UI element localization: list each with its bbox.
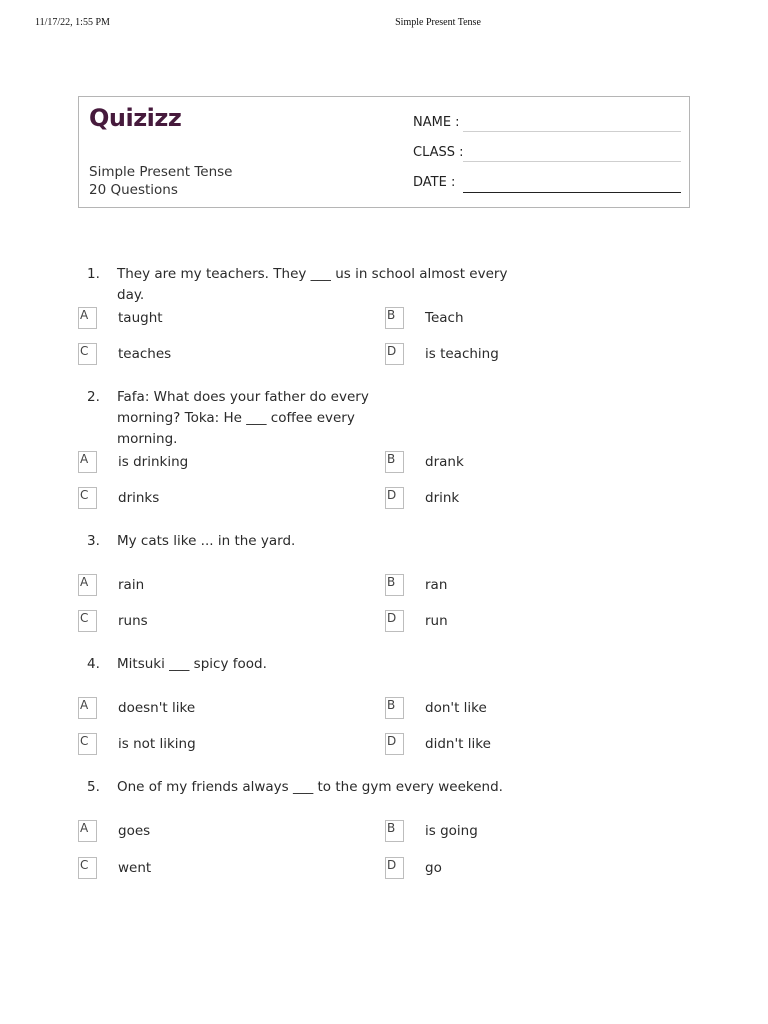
question-number: 4. xyxy=(87,656,100,672)
option-letter-box[interactable]: B xyxy=(385,697,404,719)
date-label: DATE : xyxy=(413,175,456,190)
option-text: is drinking xyxy=(118,454,189,470)
option-letter-box[interactable]: D xyxy=(385,487,404,509)
option-letter-box[interactable]: D xyxy=(385,610,404,632)
option-text: don't like xyxy=(425,700,487,716)
option-text: went xyxy=(118,860,152,876)
question-number: 5. xyxy=(87,779,100,795)
option-text: is not liking xyxy=(118,736,196,752)
print-datetime: 11/17/22, 1:55 PM xyxy=(35,17,110,28)
option-text: go xyxy=(425,860,442,876)
option-text: ran xyxy=(425,577,448,593)
option-letter-box[interactable]: D xyxy=(385,857,404,879)
option-letter-box[interactable]: B xyxy=(385,820,404,842)
print-title: Simple Present Tense xyxy=(395,17,481,28)
option-letter-box[interactable]: A xyxy=(78,574,97,596)
option-text: drinks xyxy=(118,490,160,506)
option-letter-box[interactable]: B xyxy=(385,451,404,473)
option-letter-box[interactable]: C xyxy=(78,610,97,632)
option-letter-box[interactable]: B xyxy=(385,574,404,596)
question-text: They are my teachers. They ___ us in school almost every day. xyxy=(117,266,508,303)
option-text: drank xyxy=(425,454,464,470)
name-label: NAME : xyxy=(413,115,460,130)
option-letter-box[interactable]: B xyxy=(385,307,404,329)
quizizz-logo: Quizizz xyxy=(89,104,182,132)
option-text: doesn't like xyxy=(118,700,196,716)
worksheet-header xyxy=(78,96,690,208)
name-line[interactable] xyxy=(463,131,681,132)
question-text: One of my friends always ___ to the gym every weekend. xyxy=(117,779,503,795)
worksheet-title: Simple Present Tense 20 Questions xyxy=(89,164,233,198)
option-letter-box[interactable]: C xyxy=(78,733,97,755)
question-number: 2. xyxy=(87,389,100,405)
option-letter-box[interactable]: D xyxy=(385,343,404,365)
option-text: is going xyxy=(425,823,478,839)
option-letter-box[interactable]: C xyxy=(78,857,97,879)
option-text: didn't like xyxy=(425,736,491,752)
option-text: run xyxy=(425,613,448,629)
option-text: drink xyxy=(425,490,460,506)
print-header xyxy=(0,17,768,33)
class-line[interactable] xyxy=(463,161,681,162)
option-letter-box[interactable]: C xyxy=(78,343,97,365)
option-text: taught xyxy=(118,310,163,326)
option-letter-box[interactable]: C xyxy=(78,487,97,509)
option-text: is teaching xyxy=(425,346,499,362)
option-letter-box[interactable]: A xyxy=(78,820,97,842)
option-text: Teach xyxy=(425,310,464,326)
option-letter-box[interactable]: D xyxy=(385,733,404,755)
question-number: 3. xyxy=(87,533,100,549)
option-text: teaches xyxy=(118,346,172,362)
question-text: Mitsuki ___ spicy food. xyxy=(117,656,267,672)
option-text: goes xyxy=(118,823,151,839)
option-letter-box[interactable]: A xyxy=(78,451,97,473)
option-letter-box[interactable]: A xyxy=(78,307,97,329)
class-label: CLASS : xyxy=(413,145,464,160)
option-text: rain xyxy=(118,577,145,593)
question-text: Fafa: What does your father do every morning? Toka: He ___ coffee every morning. xyxy=(117,389,369,447)
option-letter-box[interactable]: A xyxy=(78,697,97,719)
option-text: runs xyxy=(118,613,148,629)
question-number: 1. xyxy=(87,266,100,282)
question-text: My cats like ... in the yard. xyxy=(117,533,296,549)
date-line[interactable] xyxy=(463,192,681,193)
